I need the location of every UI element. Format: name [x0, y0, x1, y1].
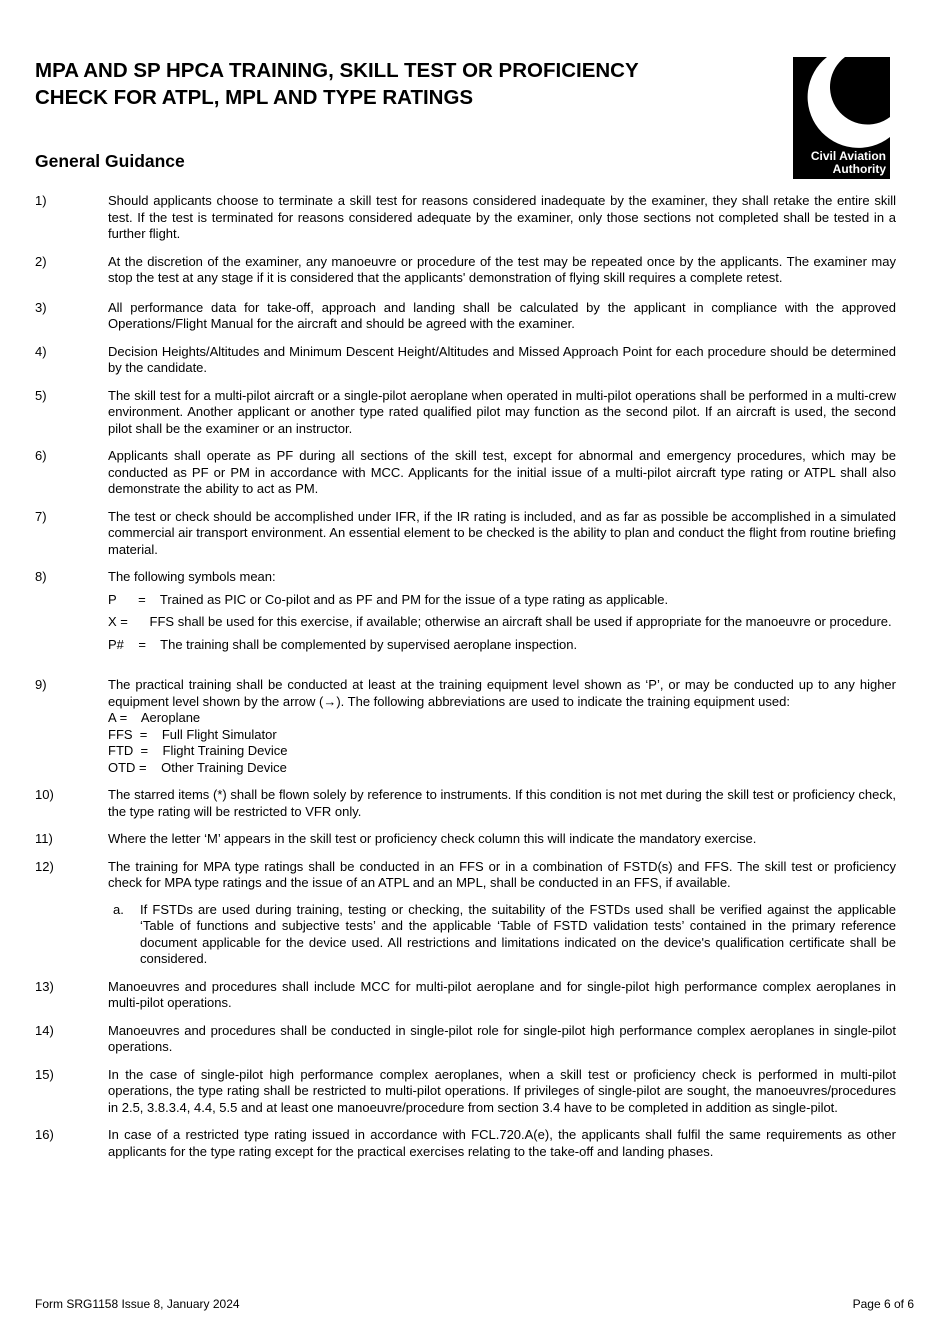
guidance-item-11: [35, 831, 896, 848]
guidance-item-10: [35, 787, 896, 820]
item-number: 10): [35, 787, 54, 802]
guidance-item-2: [35, 254, 896, 287]
item-text: The skill test for a multi-pilot aircraft or a single-pilot aeroplane when operated in multi-pilot operations shall be performed in a multi-crew environment. Another applicant or another type rated qualified pilot may function as the second pilot. If an aircraft is used, the second pilot shall be the examiner or an instructor.: [108, 387, 896, 436]
item-number: 1): [35, 193, 47, 208]
item-number: 9): [35, 677, 47, 692]
item-text: In case of a restricted type rating issued in accordance with FCL.720.A(e), the applicants shall fulfil the same requirements as other applicants for the type rating except for the practical exercises relating to the take-off and landing phases.: [108, 1127, 896, 1159]
abbr-a: A = Aeroplane: [108, 710, 201, 725]
symbol-p: P = Trained as PIC or Co-pilot and as PF and PM for the issue of a type rating as applicable.: [108, 591, 669, 607]
guidance-item-16: [35, 1127, 896, 1160]
guidance-item-13: [35, 979, 896, 1012]
item-text: The training for MPA type ratings shall be conducted in an FFS or in a combination of FSTD(s) and FFS. The skill test or proficiency check for MPA type ratings and the issue of an ATPL and an MPL, shall be conducted in an FFS, if available.: [108, 858, 896, 890]
sub-item-label: a.: [113, 901, 124, 917]
guidance-item-15: [35, 1067, 896, 1117]
item-number: 13): [35, 978, 54, 994]
sub-item-text: If FSTDs are used during training, testing or checking, the suitability of the FSTDs used shall be verified against the applicable ‘Table of functions and subjective tests’ and the applicable ‘Table of FSTD validation tests’ contained in the primary reference document applicable for the device used. All restrictions and limitations indicated on the device's qualification certificate shall be considered.: [140, 901, 896, 966]
guidance-list: [35, 193, 896, 1171]
page-title: [35, 57, 735, 111]
guidance-item-6: [35, 448, 896, 498]
symbols-list: [108, 592, 896, 654]
abbr-ftd: FTD = Flight Training Device: [108, 743, 288, 758]
footer-form-reference: Form SRG1158 Issue 8, January 2024: [35, 1297, 240, 1311]
item-number: 4): [35, 343, 47, 359]
equipment-block: [108, 677, 896, 776]
title-line-1: MPA AND SP HPCA TRAINING, SKILL TEST OR PROFICIENCY: [35, 59, 639, 82]
item-number: 8): [35, 569, 47, 584]
item-number: 12): [35, 858, 54, 874]
item-number: 15): [35, 1066, 54, 1082]
symbols-block: [108, 569, 896, 659]
item-text: Should applicants choose to terminate a skill test for reasons considered inadequate by the examiner, they shall retake the entire skill test. If the test is terminated for reasons considered adequate by the examiner, only those sections not completed shall be tested in a further flight.: [108, 193, 896, 241]
item-number: 11): [35, 831, 53, 846]
guidance-item-8: [35, 569, 896, 659]
item-text: Decision Heights/Altitudes and Minimum Descent Height/Altitudes and Missed Approach Point for each procedure should be determined by the candidate.: [108, 343, 896, 375]
item-text: The test or check should be accomplished under IFR, if the IR rating is included, and as far as possible be accomplished in a simulated commercial air transport environment. An essential element to be checked is the ability to plan and conduct the flight from routine briefing material.: [108, 508, 896, 557]
guidance-item-3: [35, 300, 896, 333]
guidance-item-14: [35, 1023, 896, 1056]
guidance-item-4: [35, 344, 896, 377]
fstd-block: [108, 859, 896, 968]
sub-item-a: [113, 902, 896, 968]
guidance-item-5: [35, 388, 896, 438]
item-text: At the discretion of the examiner, any manoeuvre or procedure of the test may be repeated once by the applicants. The examiner may stop the test at any stage if it is considered that the applicants' demonstration of flying skill requires a complete retest.: [108, 253, 896, 285]
item-text: The starred items (*) shall be flown solely by reference to instruments. If this condition is not met during the skill test or proficiency check, the type rating will be restricted to VFR only.: [108, 787, 896, 819]
logo-line-2: Authority: [832, 162, 886, 176]
item-text: Manoeuvres and procedures shall include MCC for multi-pilot aeroplane and for single-pilot high performance complex aeroplanes in multi-pilot operations.: [108, 978, 896, 1010]
guidance-item-7: [35, 509, 896, 559]
guidance-item-12: [35, 859, 896, 968]
abbr-otd: OTD = Other Training Device: [108, 759, 287, 775]
title-line-2: CHECK FOR ATPL, MPL AND TYPE RATINGS: [35, 86, 474, 109]
section-title: General Guidance: [35, 151, 185, 171]
item-text: Where the letter ‘M’ appears in the skill test or proficiency check column this will indicate the mandatory exercise.: [108, 831, 757, 846]
item-number: 3): [35, 299, 47, 315]
footer-page-number: Page 6 of 6: [852, 1297, 914, 1311]
item-number: 6): [35, 448, 47, 463]
item-number: 16): [35, 1127, 54, 1142]
item-number: 5): [35, 387, 47, 403]
symbols-intro: The following symbols mean:: [108, 569, 276, 584]
guidance-item-1: [35, 193, 896, 243]
symbol-x: X = FFS shall be used for this exercise, if available; otherwise an aircraft shall be used if appropriate for the manoeuvre or procedure.: [108, 614, 892, 629]
symbol-p-hash: P# = The training shall be complemented by supervised aeroplane inspection.: [108, 636, 578, 652]
item-text: In the case of single-pilot high performance complex aeroplanes, when a skill test or proficiency check is performed in multi-pilot operations, the type rating shall be restricted to multi-pilot operations. If privileges of single-pilot are sought, the manoeuvres/procedures in 2.5, 3.8.3.4, 4.4, 5.5 and at least one manoeuvre/procedure from section 3.4 have to be completed in addition as single-pilot.: [108, 1066, 896, 1115]
logo-line-1: Civil Aviation: [810, 149, 886, 163]
abbr-ffs: FFS = Full Flight Simulator: [108, 726, 277, 742]
item-number: 2): [35, 253, 47, 269]
guidance-item-9: [35, 677, 896, 776]
item-text: The practical training shall be conducted at least at the training equipment level shown as ‘P’, or may be conducted up to any higher equipment level shown by the arrow (→). The following abbreviations are used to indicate the training equipment used:: [108, 677, 896, 709]
item-text: Applicants shall operate as PF during all sections of the skill test, except for abnormal and emergency procedures, which may be conducted as PF or PM in accordance with MCC. Applicants for the initial issue of a multi-pilot aircraft type rating or ATPL shall also demonstrate the ability to act as PM.: [108, 448, 896, 496]
item-text: Manoeuvres and procedures shall be conducted in single-pilot role for single-pilot high performance complex aeroplanes in single-pilot operations.: [108, 1022, 896, 1054]
item-text: All performance data for take-off, approach and landing shall be calculated by the applicant in compliance with the approved Operations/Flight Manual for the aircraft and should be agreed with the examiner.: [108, 299, 896, 331]
caa-logo: [793, 57, 890, 179]
item-number: 7): [35, 508, 47, 524]
item-number: 14): [35, 1022, 54, 1038]
